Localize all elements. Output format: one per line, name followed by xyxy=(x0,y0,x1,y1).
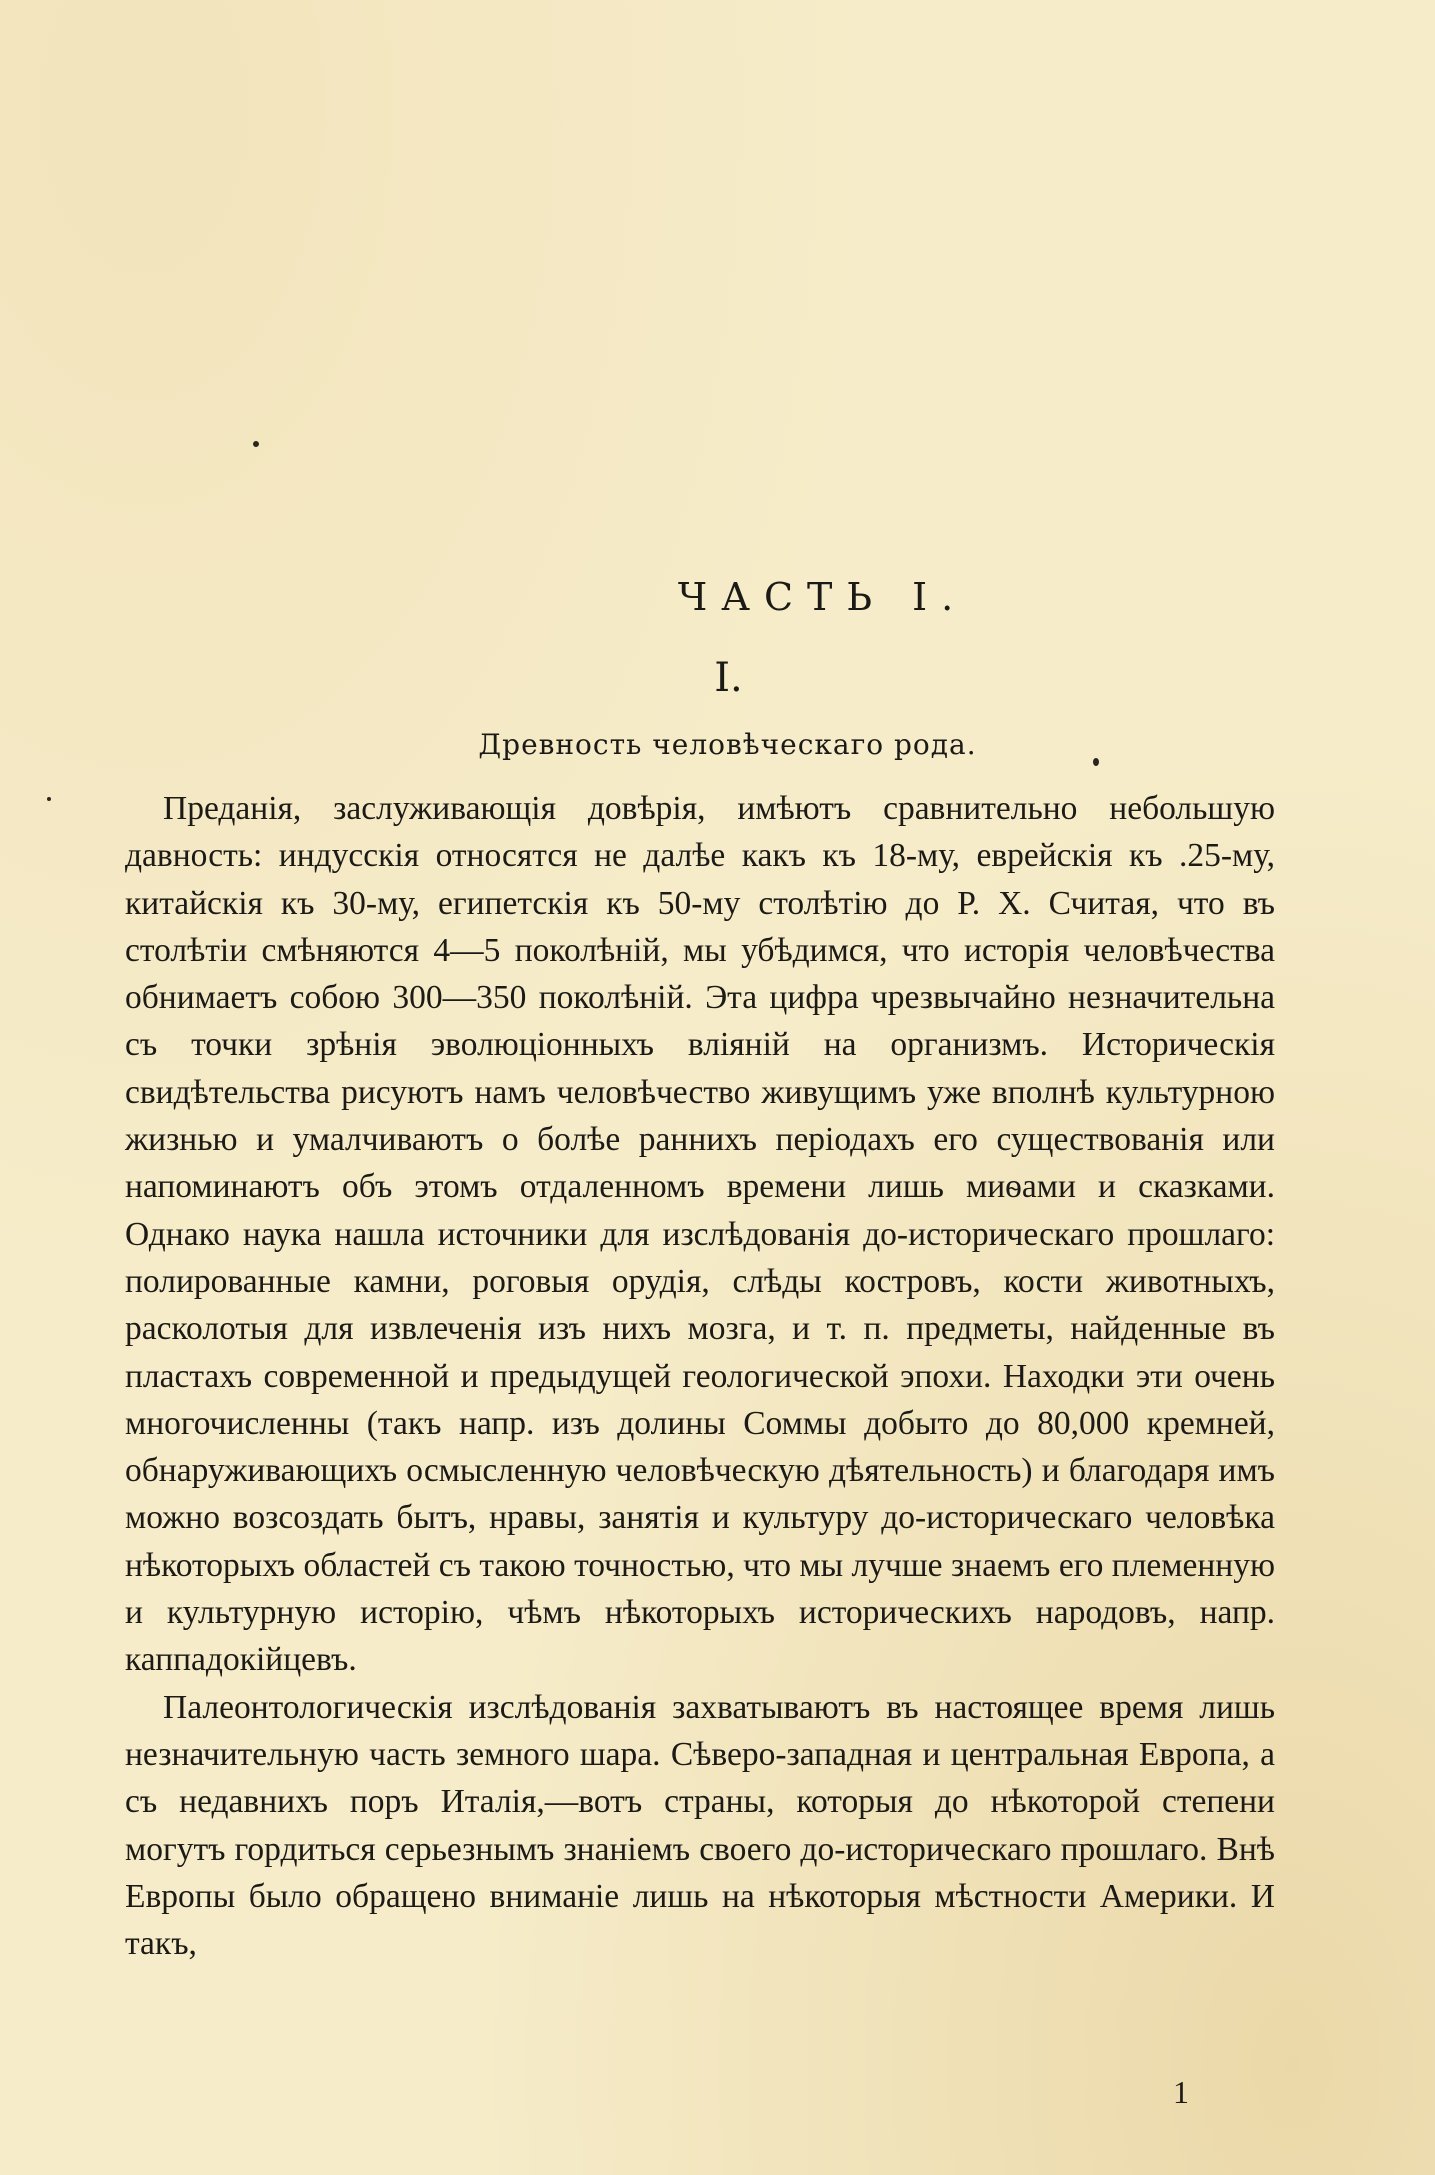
chapter-number: I. xyxy=(714,655,743,701)
paragraph: Преданія, заслуживающія довѣрія, имѣютъ сравнительно небольшую давность: индусскія относятся не далѣе какъ къ 18-му, еврейскія къ .25-му, китайскія къ 30-му, египетскія къ 50-му столѣтію до Р. Х. Считая, что въ столѣтіи смѣняются 4—5 поколѣній, мы убѣдимся, что исторія человѣчества обнимаетъ собою 300—350 поколѣній. Эта цифра чрезвычайно незначительна съ точки зрѣнія эволюціонныхъ вліяній на организмъ. Историческія свидѣтельства рисуютъ намъ человѣчество живущимъ уже вполнѣ культурною жизнью и умалчиваютъ о болѣе раннихъ періодахъ его существованія или напоминаютъ объ этомъ отдаленномъ времени лишь миѳами и сказками. Однако наука нашла источники для изслѣдованія до-историческаго прошлаго: полированные камни, роговыя орудія, слѣды костровъ, кости животныхъ, расколотыя для извлеченія изъ нихъ мозга, и т. п. предметы, найденные въ пластахъ современной и предыдущей геологической эпохи. Находки эти очень многочисленны (такъ напр. изъ долины Соммы добыто до 80,000 кремней, обнаруживающихъ осмысленную человѣческую дѣятельность) и благодаря имъ можно возсоздать бытъ, нравы, занятія и культуру до-историческаго человѣка нѣкоторыхъ областей съ такою точностью, что мы лучше знаемъ его племенную и культурную исторію, чѣмъ нѣкоторыхъ историческихъ народовъ, напр. каппадокійцевъ. xyxy=(125,790,1275,1679)
body-text xyxy=(125,785,1275,1967)
paragraph: Палеонтологическія изслѣдованія захватываютъ въ настоящее время лишь незначительную часть земного шара. Сѣверо-западная и центральная Европа, а съ недавнихъ поръ Италія,—вотъ страны, которыя до нѣкоторой степени могутъ гордиться серьезнымъ знаніемъ своего до-историческаго прошлаго. Внѣ Европы было обращено вниманіе лишь на нѣкоторыя мѣстности Америки. И такъ, xyxy=(125,1688,1275,1963)
ink-speck xyxy=(253,441,259,447)
page-number: 1 xyxy=(1173,2074,1189,2110)
chapter-title: Древность человѣческаго рода. xyxy=(478,728,977,761)
ink-speck xyxy=(47,797,51,801)
part-title: ЧАСТЬ I. xyxy=(677,575,968,619)
